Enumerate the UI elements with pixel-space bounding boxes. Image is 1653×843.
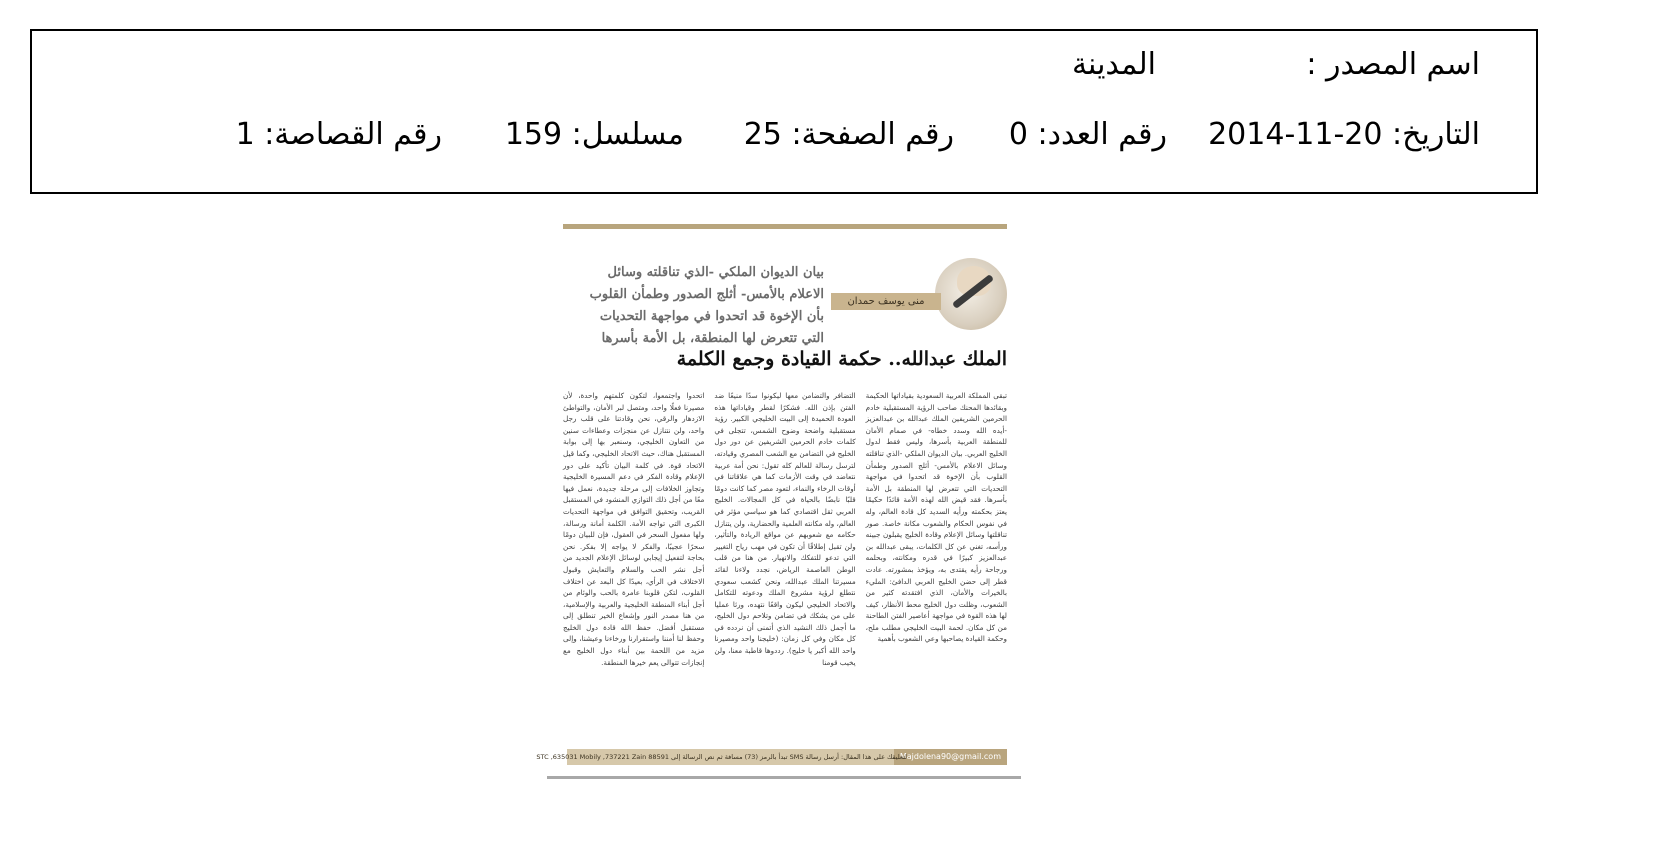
page-number-field: رقم الصفحة: 25: [743, 117, 954, 152]
article-column: التضافر والتضامن معها ليكونوا سدًا منيعًا ضد الفتن بإذن الله. فشكرًا لقطر وقياداتها هذه العودة الحميدة إلى البيت الخليجي الكبير. رؤية مستقبلية واضحة وضوح الشمس، تتجلى في كلمات خادم الحرمين الشريفين عن دور دول الخليج في التضامن مع الشعب المصري وقيادته، لترسل رسالة للعالم كله تقول: نحن أمة عربية نتعاضد في وقت الأزمات كما هي علاقاتنا في أوقات الرخاء والنماء، لتعود مصر كما كانت دومًا قلبًا نابضًا بالحياة في كل المجالات. الخليج العربي ثقل اقتصادي كما هو سياسي مؤثر في العالم، وله مكانته العلمية والحضارية، ولن يتنازل حكامه مع شعوبهم عن مواقع الريادة والتأثير، ولن تقبل إطلاقًا أن تكون في مهب رياح التغيير التي تدعو للتفكك والانهيار. من هنا من قلب الوطن العاصمة الرياض، نجدد ولاءنا لقائد مسيرتنا الملك عبدالله، ونحن كشعب سعودي نتطلع لرؤية مشروع الملك ودعوته للتكامل والاتحاد الخليجي ليكون واقعًا نتهده، ورثا عمليا على من يشكك في تضامن وتلاحم دول الخليج، ما أجمل ذلك النشيد الذي أتمنى أن نردده في كل مكان وفي كل زمان: (خليجنا واحد ومصيرنا واحد الله أكبر يا خليج). رددوها قاطبة معنا، ولن يخيب قومنا: [714, 391, 856, 667]
article-body: [563, 390, 1007, 750]
source-metadata-box: [30, 29, 1538, 194]
author-email: Majdolena90@gmail.com: [894, 749, 1007, 765]
top-rule: [563, 224, 1007, 229]
source-label: اسم المصدر :: [1306, 47, 1480, 82]
author-photo: [935, 258, 1007, 330]
issue-number-field: رقم العدد: 0: [1008, 117, 1167, 152]
lead-quote: بيان الديوان الملكي -الذي تناقلته وسائل الاعلام بالأمس- أثلج الصدور وطمأن القلوب بأن الإخوة قد اتحدوا في مواجهة التحديات التي تتعرض لها المنطقة، بل الأمة بأسرها: [589, 265, 824, 346]
clipping-number-field: رقم القصاصة: 1: [235, 117, 442, 152]
article-headline: الملك عبدالله.. حكمة القيادة وجمع الكلمة: [676, 348, 1007, 370]
source-value: المدينة: [1071, 47, 1156, 82]
author-name: منى يوسف حمدان: [831, 293, 941, 310]
serial-field: مسلسل: 159: [504, 117, 684, 152]
article-column: تبقى المملكة العربية السعودية بقياداتها الحكيمة وبقائدها المحنك صاحب الرؤية المستقبلية خادم الحرمين الشريفين الملك عبدالله بن عبدالعزيز -أيده الله وسدد خطاه- في صمام الأمان للمنطقة العربية بأسرها، وليس فقط لدول الخليج العربي. بيان الديوان الملكي -الذي تناقلته وسائل الاعلام بالأمس- أثلج الصدور وطمأن القلوب بأن الإخوة قد اتحدوا في مواجهة التحديات التي تتعرض لها المنطقة بل الأمة بأسرها. فقد قيض الله لهذه الأمة قائدًا حكيمًا يعتز بحكمته ورأيه السديد كل قادة العالم، وله في نفوس الحكام والشعوب مكانة خاصة. صور تناقلتها وسائل الإعلام وقادة الخليج يقبلون جبينه ورأسه، تغني عن كل الكلمات، يبقى عبدالله بن عبدالعزيز كبيرًا في قدره ومكانته، وبحلمه ورجاحة رأيه يقتدى به، ويؤخذ بمشورته. عادت قطر إلى حضن الخليج العربي الدافئ: المليء بالخيرات والأمان، الذي افتقدته كثير من الشعوب، وظلت دول الخليج محط الأنظار، كيف لها هذه القوة في مواجهة أعاصير الفتن الطاحنة من كل مكان. لحمة البيت الخليجي مطلب ملح، وحكمة القيادة يصاحبها وعي الشعوب بأهمية: [865, 391, 1007, 644]
article-footer: [536, 749, 1007, 765]
article-column: اتحدوا واجتمعوا، لتكون كلمتهم واحدة، لأن مصيرنا فعلًا واحد، ومتصل لبر الأمان، والتواطئ الازدهار والرقي، نحن وقادتنا على قلب رجل واحد، ولن نتنازل عن منجزات وعطاءات سنين من التعاون الخليجي، وسنعبر بها إلى بوابة المستقبل هناك، حيث الاتحاد الخليجي، وكما قيل الاتحاد قوة. في كلمة البيان تأكيد على دور الإعلام وقادة الفكر في دعم المسيرة الخليجية وتجاوز الخلافات إلى مرحلة جديدة، نعمل فيها معًا من أجل ذلك التوازي المنشود في المستقبل القريب، وتحقيق التوافق في مواجهة التحديات الكبرى التي تواجه الأمة. الكلمة أمانة ورسالة، ولها مفعول السحر في العقول، فإن للبيان دومًا سحرًا عجيبًا، والفكر لا يواجه إلا بفكر. نحن بحاجة لتفعيل إيجابي لوسائل الإعلام الجديد من أجل نشر الحب والسلام والتعايش وقبول الاختلاف في الرأي، بعيدًا كل البعد عن اختلاف القلوب، لتكن قلوبنا عامرة بالحب والوئام من أجل أبناء المنطقة الخليجية والعربية والإسلامية، من هنا مصدر النور وإشعاع الخير تنطلق إلى مستقبل أفضل. حفظ الله قادة دول الخليج وحفظ لنا أمننا واستقرارنا ورخاءنا وعيشنا، وإلى مزيد من اللحمة بين أبناء دول الخليج مع إنجازات تتوالى يعم خيرها المنطقة.: [563, 391, 705, 667]
newspaper-clipping: [536, 222, 1021, 779]
sms-note: لتعليقك على هذا المقال: أرسل رسالة SMS تبدأ بالرمز (73) مسافة ثم نص الرسالة إلى 88591 STC ,635031 Mobily ,737221 Zain: [536, 753, 907, 761]
bottom-rule: [547, 776, 1021, 779]
date-field: التاريخ: 20-11-2014: [1208, 117, 1480, 152]
